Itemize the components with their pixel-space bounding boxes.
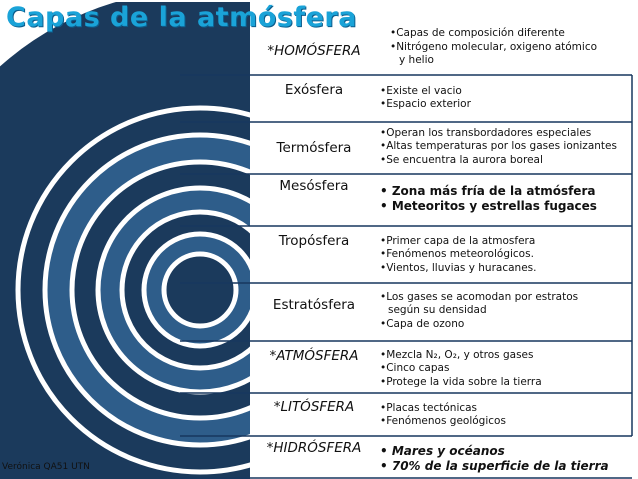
layer-termosfera-items [380,127,635,167]
list-item: •Cinco capas [380,362,450,375]
layer-litosfera-items [380,402,635,429]
list-item: • Meteoritos y estrellas fugaces [380,199,597,214]
layer-atmosfera: *ATMÓSFERA [269,348,359,364]
list-item: •Protege la vida sobre la tierra [380,375,542,388]
layer-exosfera-items [380,85,635,112]
page-title: Capas de la atmósfera [6,2,357,33]
layer-troposfera: Tropósfera [278,233,350,249]
list-item: •Mezcla N₂, O₂, y otros gases [380,349,534,361]
layer-atmosfera-items [380,349,635,389]
list-item: •Operan los transbordadores especiales [380,127,592,139]
homosfera-label: *HOMÓSFERA [267,43,361,59]
homosfera-note: •Capas de composición diferente [390,27,565,39]
list-item: •Altas temperaturas por los gases ionizantes [380,140,617,153]
layer-estratosfera-items [380,291,635,331]
layer-estratosfera: Estratósfera [272,297,356,313]
list-item: •Fenómenos geológicos [380,415,506,428]
list-item: •Vientos, lluvias y huracanes. [380,261,537,274]
layer-mesosfera-items [380,184,635,215]
list-item: • 70% de la superficie de la tierra [380,459,609,474]
list-item: •Los gases se acomodan por estratos [380,291,579,303]
list-item: según su densidad [388,304,487,317]
layer-litosfera: *LITÓSFERA [273,399,355,415]
layer-termosfera: Termósfera [276,140,352,156]
list-item: •Existe el vacio [380,85,462,97]
arc-ring [164,254,236,326]
layer-mesosfera: Mesósfera [279,178,349,194]
list-item: •Se encuentra la aurora boreal [380,153,543,166]
list-item: • Mares y océanos [380,444,505,458]
homosfera-note: •Nitrógeno molecular, oxigeno atómico [390,40,598,53]
homosfera-notes [390,27,597,68]
list-item: •Primer capa de la atmosfera [380,235,536,247]
list-item: •Capa de ozono [380,317,465,330]
layer-troposfera-items [380,235,635,275]
list-item: •Espacio exterior [380,98,471,111]
layer-exosfera: Exósfera [284,82,344,98]
list-item: •Fenómenos meteorológicos. [380,248,534,261]
layer-hidrosfera-items [380,444,635,475]
list-item: •Placas tectónicas [380,402,478,414]
author-credit: Verónica QA51 UTN [2,462,90,472]
homosfera-note: y helio [399,54,434,67]
layer-hidrosfera: *HIDRÓSFERA [266,440,362,456]
list-item: • Zona más fría de la atmósfera [380,184,596,198]
